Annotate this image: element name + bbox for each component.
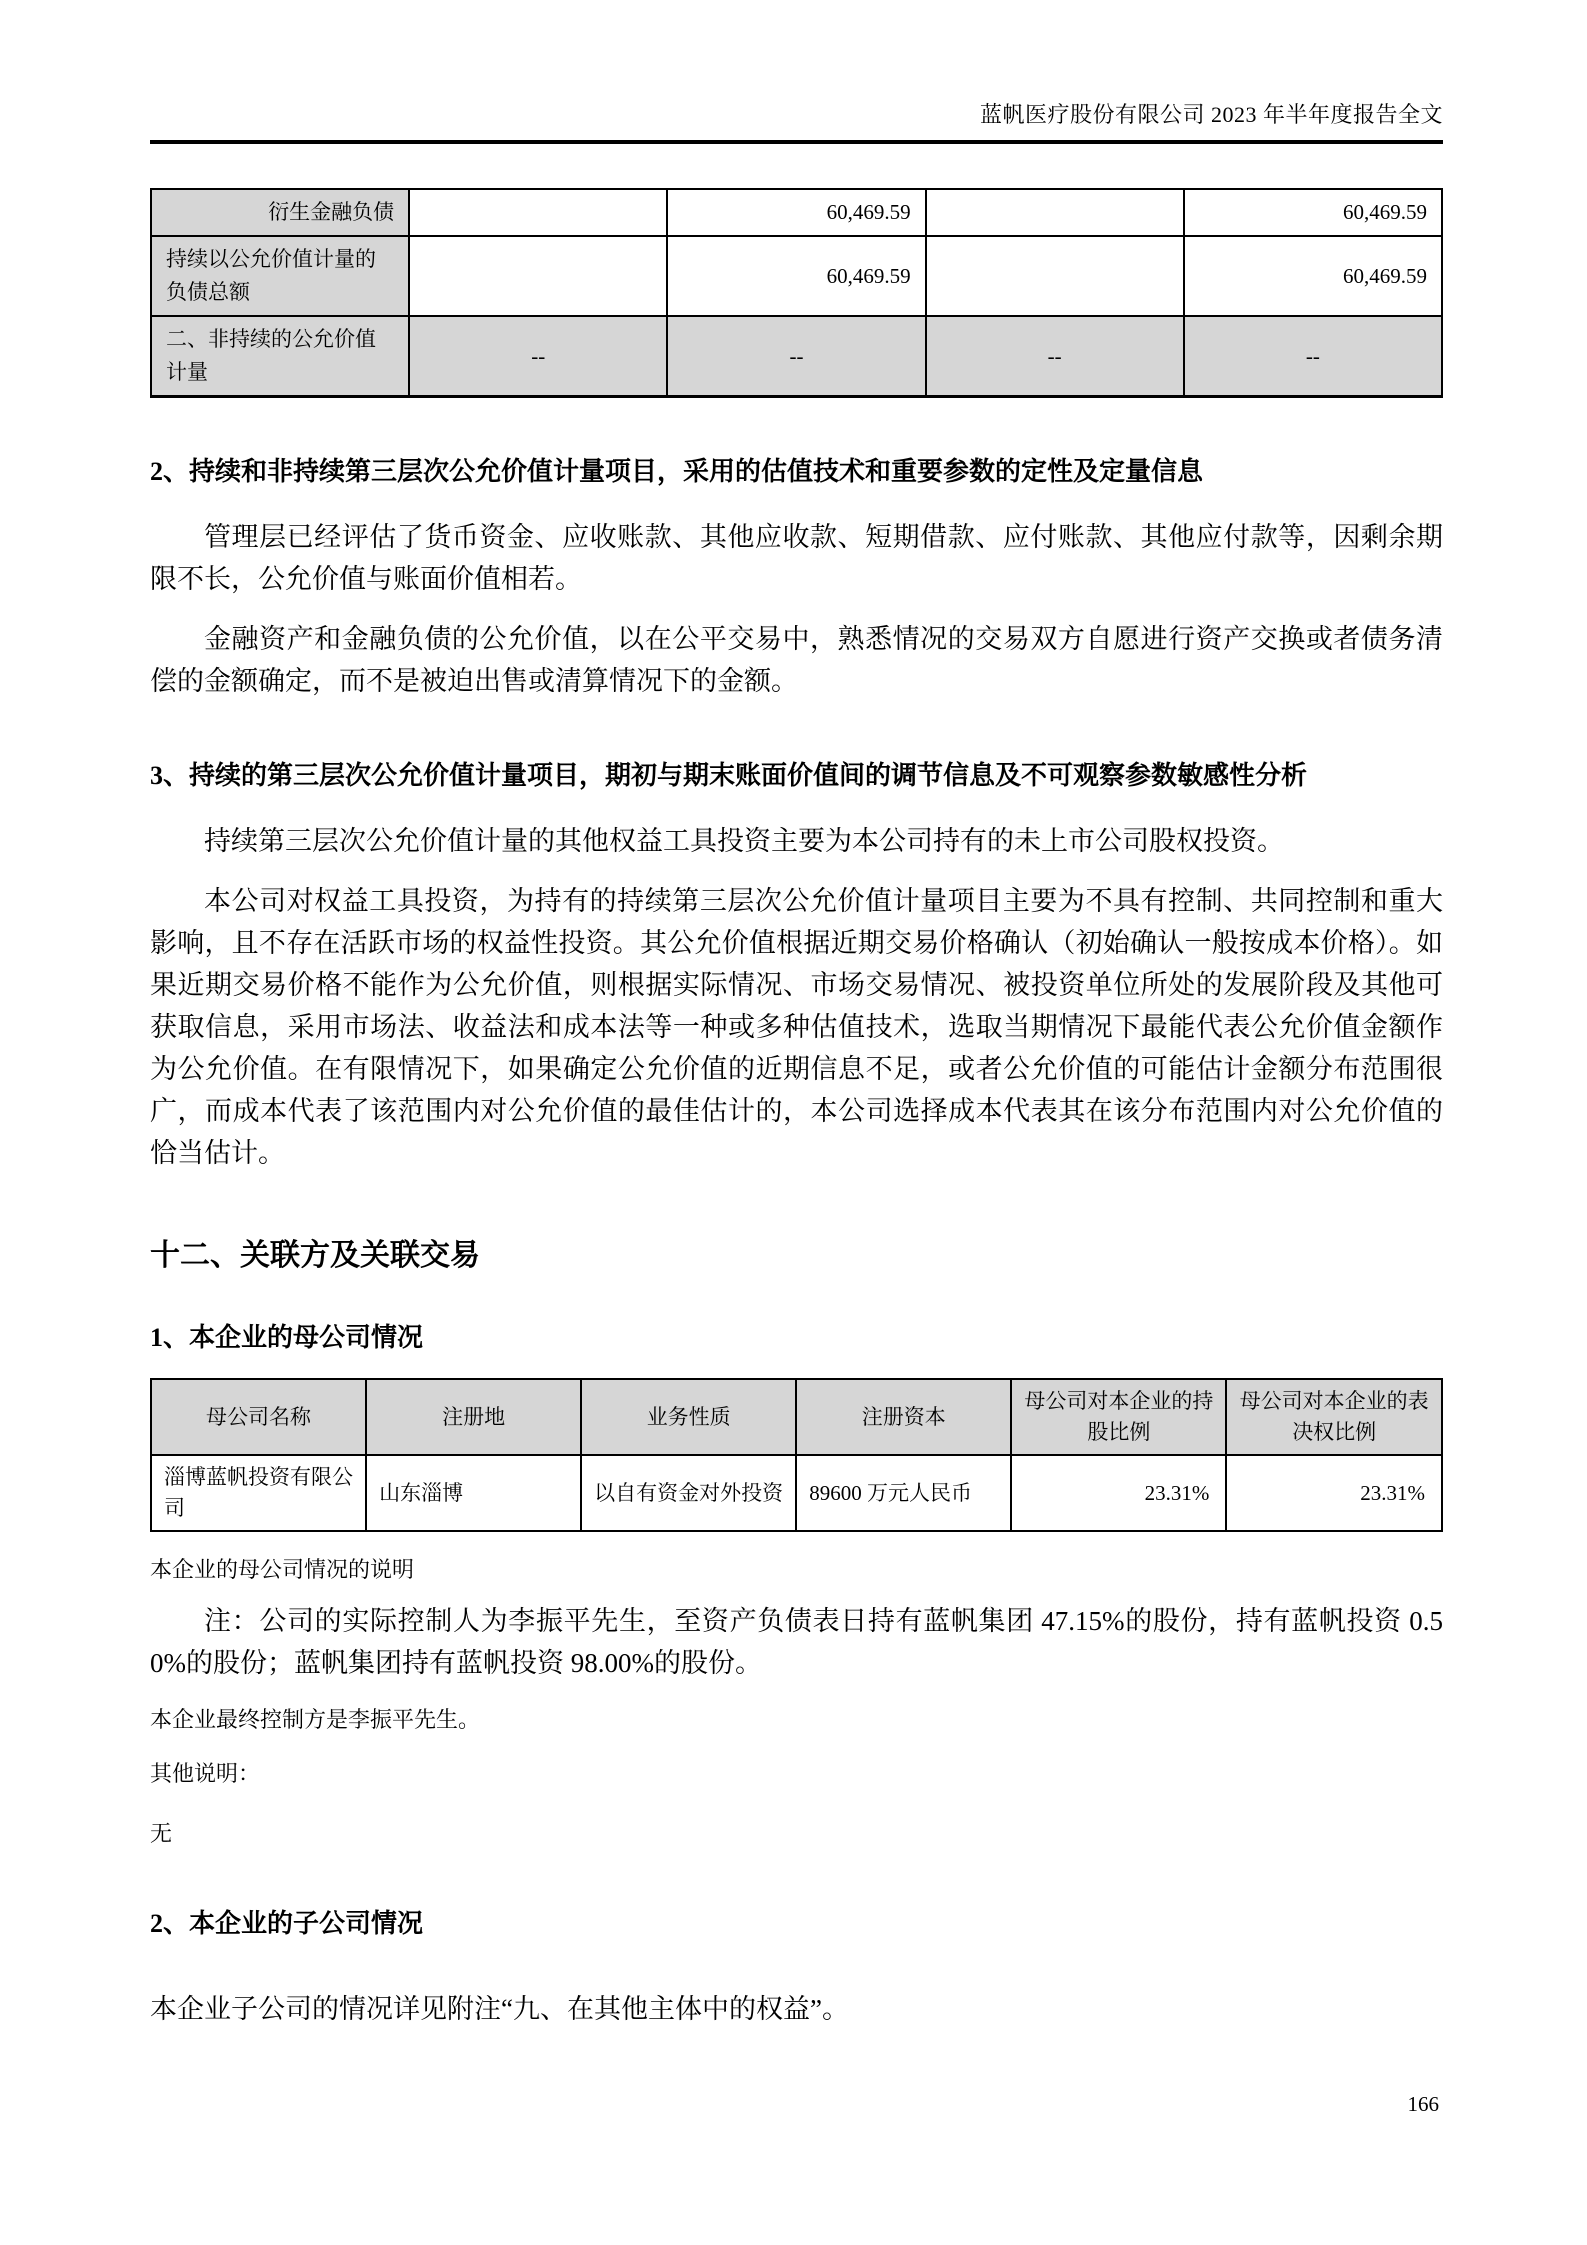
parent-company-note: 注：公司的实际控制人为李振平先生，至资产负债表日持有蓝帆集团 47.15%的股份，持有蓝帆投资 0.50%的股份；蓝帆集团持有蓝帆投资 98.00%的股份。 xyxy=(150,1606,1443,1678)
subsidiaries-paragraph: 本企业子公司的情况详见附注“九、在其他主体中的权益”。 xyxy=(150,1994,849,2024)
table-cell: 60,469.59 xyxy=(667,189,925,236)
table-row xyxy=(151,236,1442,316)
table-cell: 89600 万元人民币 xyxy=(796,1455,1011,1531)
fair-value-liabilities-table xyxy=(150,188,1443,398)
column-header: 母公司对本企业的表决权比例 xyxy=(1226,1379,1442,1455)
table-cell: -- xyxy=(667,316,925,397)
section-3-heading: 3、持续的第三层次公允价值计量项目，期初与期末账面价值间的调节信息及不可观察参数敏感性分析 xyxy=(150,761,1308,790)
section-12-heading: 十二、关联方及关联交易 xyxy=(150,1239,480,1272)
table-row xyxy=(151,1455,1442,1531)
table-header-row xyxy=(151,1379,1442,1455)
table-cell: 60,469.59 xyxy=(667,236,925,316)
table-cell: 淄博蓝帆投资有限公司 xyxy=(151,1455,366,1531)
column-header: 母公司对本企业的持股比例 xyxy=(1011,1379,1226,1455)
page-number: 166 xyxy=(1407,2092,1439,2116)
column-header: 母公司名称 xyxy=(151,1379,366,1455)
row-label: 衍生金融负债 xyxy=(151,189,409,236)
column-header: 注册资本 xyxy=(796,1379,1011,1455)
row-label: 二、非持续的公允价值计量 xyxy=(151,316,409,397)
parent-company-note-label: 本企业的母公司情况的说明 xyxy=(150,1557,415,1582)
table-cell xyxy=(926,236,1184,316)
table-cell xyxy=(926,189,1184,236)
subsidiaries-subheading: 2、本企业的子公司情况 xyxy=(150,1909,424,1938)
table-row xyxy=(151,316,1442,397)
table-cell: 以自有资金对外投资 xyxy=(581,1455,796,1531)
parent-company-table xyxy=(150,1378,1443,1532)
section-2-heading: 2、持续和非持续第三层次公允价值计量项目，采用的估值技术和重要参数的定性及定量信息 xyxy=(150,457,1204,486)
other-notes-label: 其他说明： xyxy=(150,1761,261,1786)
report-title: 蓝帆医疗股份有限公司 2023 年半年度报告全文 xyxy=(979,102,1443,127)
table-cell: 60,469.59 xyxy=(1184,236,1442,316)
section-3-paragraph: 本公司对权益工具投资，为持有的持续第三层次公允价值计量项目主要为不具有控制、共同控制和重大影响，且不存在活跃市场的权益性投资。其公允价值根据近期交易价格确认（初始确认一般按成本价格）。如果近期交易价格不能作为公允价值，则根据实际情况、市场交易情况、被投资单位所处的发展阶段及其他可获取信息，采用市场法、收益法和成本法等一种或多种估值技术，选取当期情况下最能代表公允价值金额作为公允价值。在有限情况下，如果确定公允价值的近期信息不足，或者公允价值的可能估计金额分布范围很广，而成本代表了该范围内对公允价值的最佳估计的，本公司选择成本代表其在该分布范围内对公允价值的恰当估计。 xyxy=(150,886,1443,1168)
ultimate-controller-line: 本企业最终控制方是李振平先生。 xyxy=(150,1707,481,1732)
section-3-paragraph: 持续第三层次公允价值计量的其他权益工具投资主要为本公司持有的未上市公司股权投资。 xyxy=(204,826,1284,856)
row-label: 持续以公允价值计量的负债总额 xyxy=(151,236,409,316)
table-cell xyxy=(409,236,667,316)
table-cell: 山东淄博 xyxy=(366,1455,581,1531)
column-header: 业务性质 xyxy=(581,1379,796,1455)
table-cell: -- xyxy=(409,316,667,397)
table-cell: 23.31% xyxy=(1226,1455,1442,1531)
table-cell xyxy=(409,189,667,236)
column-header: 注册地 xyxy=(366,1379,581,1455)
other-notes-value: 无 xyxy=(150,1821,173,1846)
section-2-paragraph: 金融资产和金融负债的公允价值，以在公平交易中，熟悉情况的交易双方自愿进行资产交换或者债务清偿的金额确定，而不是被迫出售或清算情况下的金额。 xyxy=(150,624,1443,696)
header-divider xyxy=(150,140,1443,144)
table-cell: -- xyxy=(1184,316,1442,397)
table-cell: 60,469.59 xyxy=(1184,189,1442,236)
table-cell: -- xyxy=(926,316,1184,397)
section-2-paragraph: 管理层已经评估了货币资金、应收账款、其他应收款、短期借款、应付账款、其他应付款等，因剩余期限不长，公允价值与账面价值相若。 xyxy=(150,522,1443,594)
table-row xyxy=(151,189,1442,236)
parent-company-subheading: 1、本企业的母公司情况 xyxy=(150,1323,424,1352)
table-cell: 23.31% xyxy=(1011,1455,1226,1531)
